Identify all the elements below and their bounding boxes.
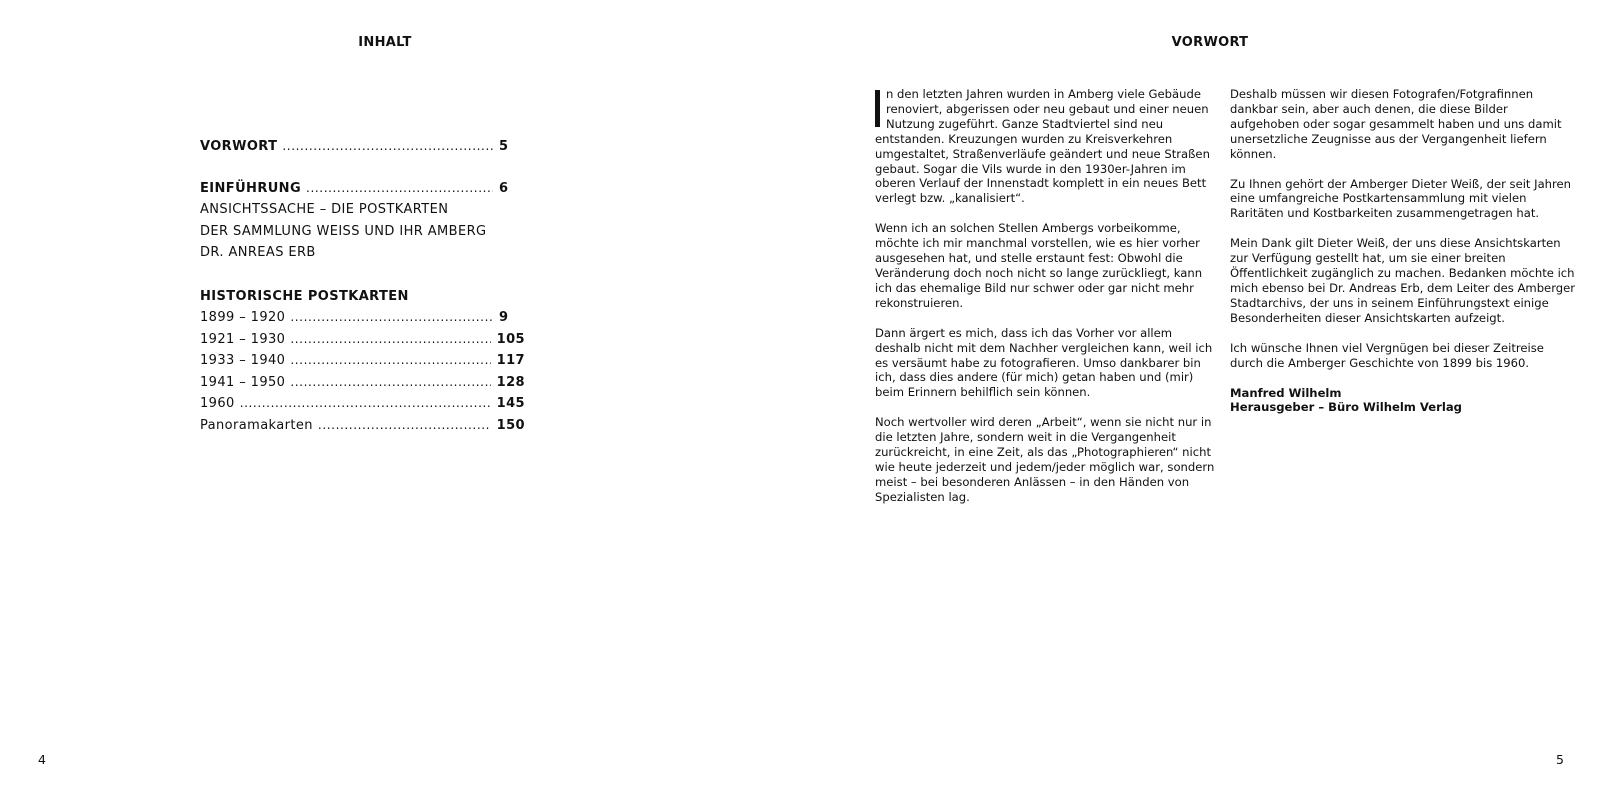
paragraph: Zu Ihnen gehört der Amberger Dieter Weiß, der seit Jahren eine umfangreiche Postkartensammlung mit vielen Raritäten und Kostbarkeiten zusammengetragen hat. [1230, 176, 1572, 221]
toc-entry-label: 1960 [200, 396, 235, 411]
table-of-contents [200, 136, 525, 456]
toc-entry-label: 1921 – 1930 [200, 331, 286, 347]
toc-entry[interactable] [200, 307, 525, 329]
toc-page-number: 105 [496, 331, 525, 347]
paragraph: Dann ärgert es mich, dass ich das Vorher vor allem deshalb nicht mit dem Nachher vergleichen kann, weil ich es versäumt habe zu fotografieren. Umso dankbarer bin ich, dass dies andere (für mich) getan haben und (mir) beim Erinnern behilflich sein können. [875, 325, 1213, 400]
toc-entry-label: 1941 – 1950 [200, 374, 286, 390]
toc-section-vorwort [200, 136, 525, 158]
right-page [800, 0, 1600, 800]
signature-name: Manfred Wilhelm [1230, 385, 1342, 400]
toc-entry-label: Panoramakarten [200, 417, 313, 433]
page-title: INHALT [358, 35, 412, 50]
drop-initial-bar [875, 90, 880, 127]
leader-dots [290, 350, 490, 372]
toc-entry[interactable] [200, 415, 525, 437]
paragraph: Deshalb müssen wir diesen Fotografen/Fotgrafinnen dankbar sein, aber auch denen, die diese Bilder aufgehoben oder sogar gesammelt haben und uns damit unersetzliche Zeugnisse aus der Vergangenheit liefern können. [1230, 87, 1562, 161]
leader-dots [306, 178, 493, 200]
leader-dots [290, 372, 490, 394]
page-number: 4 [38, 752, 46, 767]
toc-section-heading: HISTORISCHE POSTKARTEN [200, 288, 409, 304]
paragraph: Noch wertvoller wird deren „Arbeit“, wenn sie nicht nur in die letzten Jahre, sondern weit in die Vergangenheit zurückreicht, in eine Zeit, als das „Photographieren“ nicht wie heute jederzeit und jedem/jeder möglich war, sondern meist – bei besonderen Anlässen – in den Händen von Spezialisten lag. [875, 415, 1215, 504]
toc-subline: ANSICHTSSACHE – DIE POSTKARTEN [200, 202, 449, 217]
leader-dots [290, 307, 493, 329]
foreword-column-2 [1230, 87, 1575, 415]
toc-page-number: 117 [496, 353, 525, 368]
toc-page-number: 9 [499, 310, 509, 325]
toc-page-number: 6 [499, 180, 509, 196]
leader-dots [318, 415, 491, 437]
toc-section-historische [200, 286, 525, 437]
toc-entry-vorwort[interactable] [200, 136, 525, 158]
leader-dots [240, 393, 491, 415]
toc-entry[interactable] [200, 329, 525, 351]
foreword-column-1 [875, 87, 1215, 520]
paragraph: Wenn ich an solchen Stellen Ambergs vorbeikomme, möchte ich mir manchmal vorstellen, wie es hier vorher ausgesehen hat, und stelle erstaunt fest: Obwohl die Veränderung doch noch nicht so lange zurückliegt, kann ich das ehemalige Bild nur schwer oder gar nicht mehr rekonstruieren. [875, 221, 1203, 310]
toc-entry[interactable] [200, 350, 525, 372]
paragraph [875, 87, 1215, 206]
toc-subline: DER SAMMLUNG WEISS UND IHR AMBERG [200, 223, 487, 239]
leader-dots [290, 329, 490, 351]
toc-page-number: 5 [499, 139, 509, 154]
toc-section-einfuehrung [200, 178, 525, 264]
leader-dots [282, 136, 493, 158]
paragraph: Mein Dank gilt Dieter Weiß, der uns diese Ansichtskarten zur Verfügung gestellt hat, um sie einer breiten Öffentlichkeit zugänglich zu machen. Bedanken möchte ich mich ebenso bei Dr. Andreas Erb, dem Leiter des Amberger Stadtarchivs, der uns in seinem Einführungstext einige Besonderheiten dieser Ansichtskarten aufzeigt. [1230, 236, 1576, 325]
toc-entry-label: 1899 – 1920 [200, 310, 286, 325]
signature-role: Herausgeber – Büro Wilhelm Verlag [1230, 400, 1462, 415]
paragraph: Ich wünsche Ihnen viel Vergnügen bei dieser Zeitreise durch die Amberger Geschichte von 1899 bis 1960. [1230, 340, 1544, 370]
toc-entry[interactable] [200, 372, 525, 394]
toc-subline: DR. ANREAS ERB [200, 245, 316, 260]
toc-entry-label: EINFÜHRUNG [200, 180, 302, 196]
toc-page-number: 150 [496, 417, 525, 433]
toc-entry[interactable] [200, 393, 525, 415]
toc-page-number: 128 [496, 374, 525, 390]
toc-entry-label: VORWORT [200, 139, 278, 154]
toc-page-number: 145 [496, 396, 525, 411]
paragraph-text: n den letzten Jahren wurden in Amberg viele Gebäude renoviert, abgerissen oder neu gebaut und einer neuen Nutzung zugeführt. Ganze Stadtviertel sind neu entstanden. Kreuzungen wurden zu Kreisverkehren umgestaltet, Straßenverläufe geändert und neue Straßen gebaut. Sogar die Vils wurde in den 1930er-Jahren im oberen Verlauf der Innenstadt komplett in ein neues Bett verlegt bzw. „kanalisiert“. [875, 87, 1210, 206]
page-title: VORWORT [1171, 35, 1249, 50]
page-number: 5 [1556, 752, 1564, 767]
toc-entry-label: 1933 – 1940 [200, 353, 286, 368]
toc-entry-einfuehrung[interactable] [200, 178, 525, 200]
